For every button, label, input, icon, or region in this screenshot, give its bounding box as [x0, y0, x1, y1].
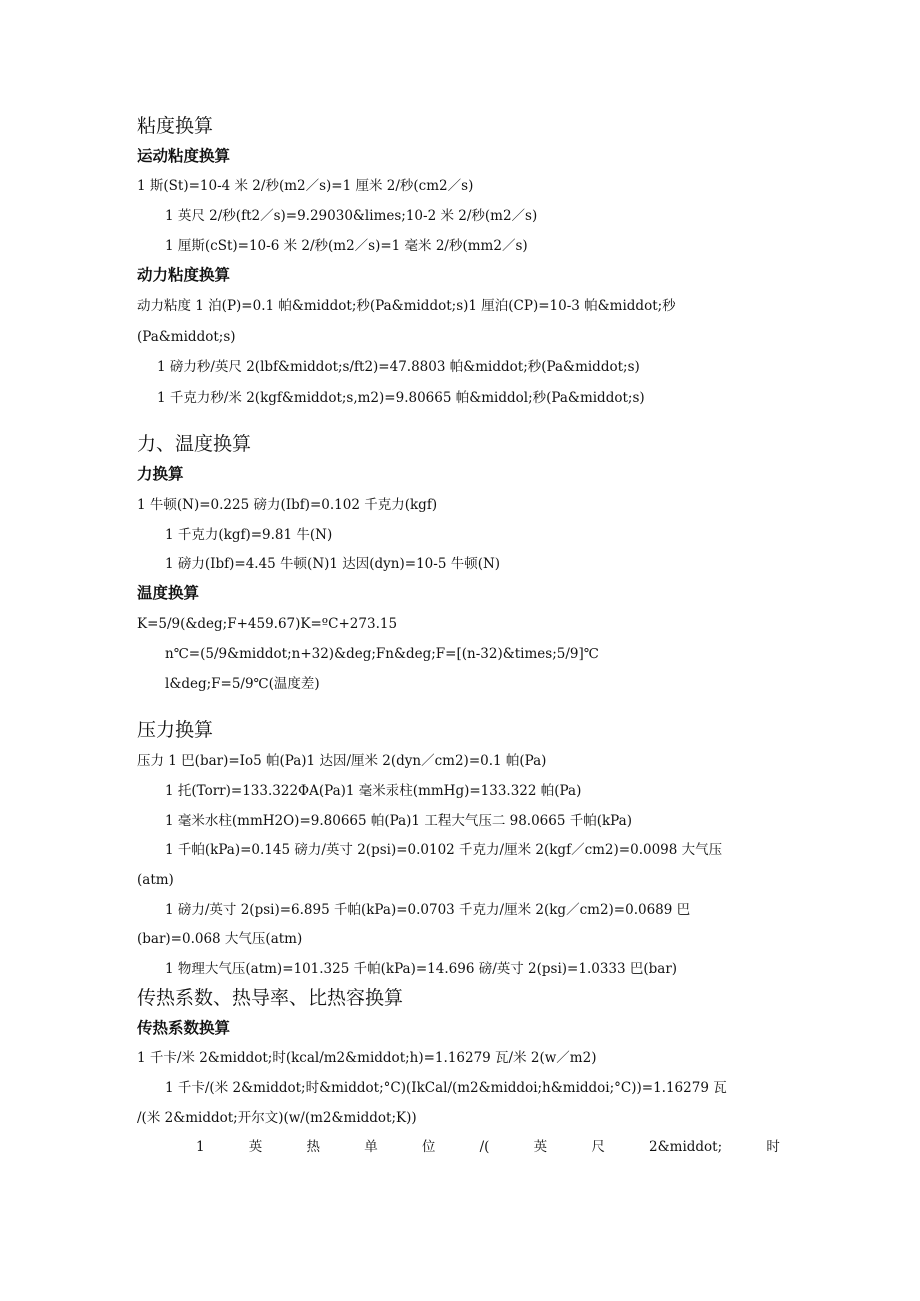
text-line: 1 磅力(Ibf)=4.45 牛顿(N)1 达因(dyn)=10-5 牛顿(N) [165, 556, 501, 572]
text-line: (atm) [137, 872, 174, 888]
text-line: 动力粘度 1 泊(P)=0.1 帕&middot;秒(Pa&middot;s)1 厘泊(CP)=10-3 帕&middot;秒 [137, 298, 676, 314]
word: 尺 [591, 1139, 605, 1155]
word: 单 [364, 1139, 378, 1155]
subheading-force: 力换算 [137, 465, 184, 483]
justified-text-line [196, 1141, 780, 1155]
text-line: 1 千克力(kgf)=9.81 牛(N) [165, 527, 333, 543]
text-line: 1 磅力/英寸 2(psi)=6.895 千帕(kPa)=0.0703 千克力/厘米 2(kg／cm2)=0.0689 巴 [165, 902, 691, 918]
section-heading-pressure: 压力换算 [137, 719, 214, 741]
text-line: n℃=(5/9&middot;n+32)&deg;Fn&deg;F=[(n-32)&times;5/9]℃ [165, 646, 599, 662]
text-line: 压力 1 巴(bar)=Io5 帕(Pa)1 达因/厘米 2(dyn／cm2)=0.1 帕(Pa) [137, 753, 547, 769]
text-line: /(米 2&middot;开尔文)(w/(m2&middot;K)) [137, 1110, 417, 1126]
word: 英 [533, 1139, 548, 1155]
text-line: 1 千卡/米 2&middot;时(kcal/m2&middot;h)=1.16279 瓦/米 2(w／m2) [137, 1050, 597, 1066]
text-line: K=5/9(&deg;F+459.67)K=ºC+273.15 [137, 616, 398, 632]
subheading-temperature: 温度换算 [137, 584, 200, 602]
text-line: 1 厘斯(cSt)=10-6 米 2/秒(m2／s)=1 毫米 2/秒(mm2／s) [165, 238, 528, 254]
word: 位 [421, 1139, 436, 1155]
text-line: 1 英尺 2/秒(ft2／s)=9.29030&limes;10-2 米 2/秒(m2／s) [165, 208, 538, 224]
subheading-dynamic-viscosity: 动力粘度换算 [137, 266, 231, 284]
text-line: 1 牛顿(N)=0.225 磅力(Ibf)=0.102 千克力(kgf) [137, 497, 438, 513]
text-line: 1 物理大气压(atm)=101.325 千帕(kPa)=14.696 磅/英寸 2(psi)=1.0333 巴(bar) [165, 961, 678, 977]
section-heading-force-temperature: 力、温度换算 [137, 433, 252, 455]
section-heading-heat: 传热系数、热导率、比热容换算 [137, 987, 404, 1009]
text-line: 1 千帕(kPa)=0.145 磅力/英寸 2(psi)=0.0102 千克力/厘米 2(kgf／cm2)=0.0098 大气压 [165, 842, 723, 858]
word: /( [479, 1139, 490, 1155]
word: 2&middot; [649, 1139, 723, 1155]
word: 1 [196, 1139, 205, 1155]
subheading-kinematic-viscosity: 运动粘度换算 [137, 147, 231, 165]
text-line: (Pa&middot;s) [137, 329, 236, 345]
subheading-heat-transfer: 传热系数换算 [137, 1019, 231, 1037]
word: 英 [248, 1139, 263, 1155]
text-line: 1 磅力秒/英尺 2(lbf&middot;s/ft2)=47.8803 帕&middot;秒(Pa&middot;s) [157, 359, 640, 375]
section-heading-viscosity: 粘度换算 [137, 115, 214, 137]
text-line: 1 毫米水柱(mmH2O)=9.80665 帕(Pa)1 工程大气压二 98.0665 千帕(kPa) [165, 813, 632, 829]
text-line: 1 斯(St)=10-4 米 2/秒(m2／s)=1 厘米 2/秒(cm2／s) [137, 178, 474, 194]
text-line: 1 千卡/(米 2&middot;时&middot;°C)(IkCal/(m2&middoi;h&middoi;°C))=1.16279 瓦 [165, 1080, 727, 1096]
text-line: (bar)=0.068 大气压(atm) [137, 931, 303, 947]
text-line: l&deg;F=5/9℃(温度差) [165, 676, 320, 692]
word: 热 [306, 1139, 320, 1155]
word: 时 [766, 1139, 780, 1155]
text-line: 1 千克力秒/米 2(kgf&middot;s,m2)=9.80665 帕&middol;秒(Pa&middot;s) [157, 390, 645, 406]
text-line: 1 托(Torr)=133.322ΦA(Pa)1 毫米汞柱(mmHg)=133.322 帕(Pa) [165, 783, 582, 799]
